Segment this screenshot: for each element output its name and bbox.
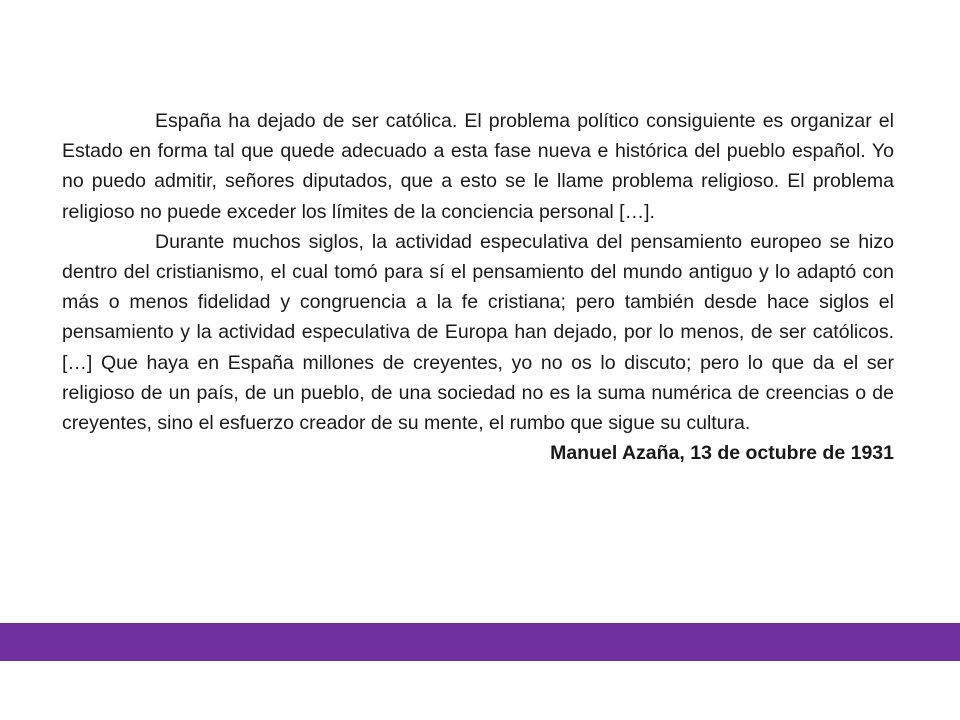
quote-block xyxy=(62,106,894,468)
quote-paragraph-1: España ha dejado de ser católica. El problema político consiguiente es organizar el Estado en forma tal que quede adecuado a esta fase nueva e histórica del pueblo español. Yo no puedo admitir, señores diputados, que a esto se le llame problema religioso. El problema religioso no puede exceder los límites de la conciencia personal […]. xyxy=(62,110,894,223)
quote-attribution: Manuel Azaña, 13 de octubre de 1931 xyxy=(550,442,894,465)
quote-paragraph-2: Durante muchos siglos, la actividad especulativa del pensamiento europeo se hizo dentro del cristianismo, el cual tomó para sí el pensamiento del mundo antiguo y lo adaptó con más o menos fidelidad y congruencia a la fe cristiana; pero también desde hace siglos el pensamiento y la actividad especulativa de Europa han dejado, por lo menos, de ser católicos. […] Que haya en España millones de creyentes, yo no os lo discuto; pero lo que da el ser religioso de un país, de un pueblo, de una sociedad no es la suma numérica de creencias o de creyentes, sino el esfuerzo creador de su mente, el rumbo que sigue su cultura. xyxy=(62,230,894,435)
footer-bar xyxy=(0,623,960,661)
